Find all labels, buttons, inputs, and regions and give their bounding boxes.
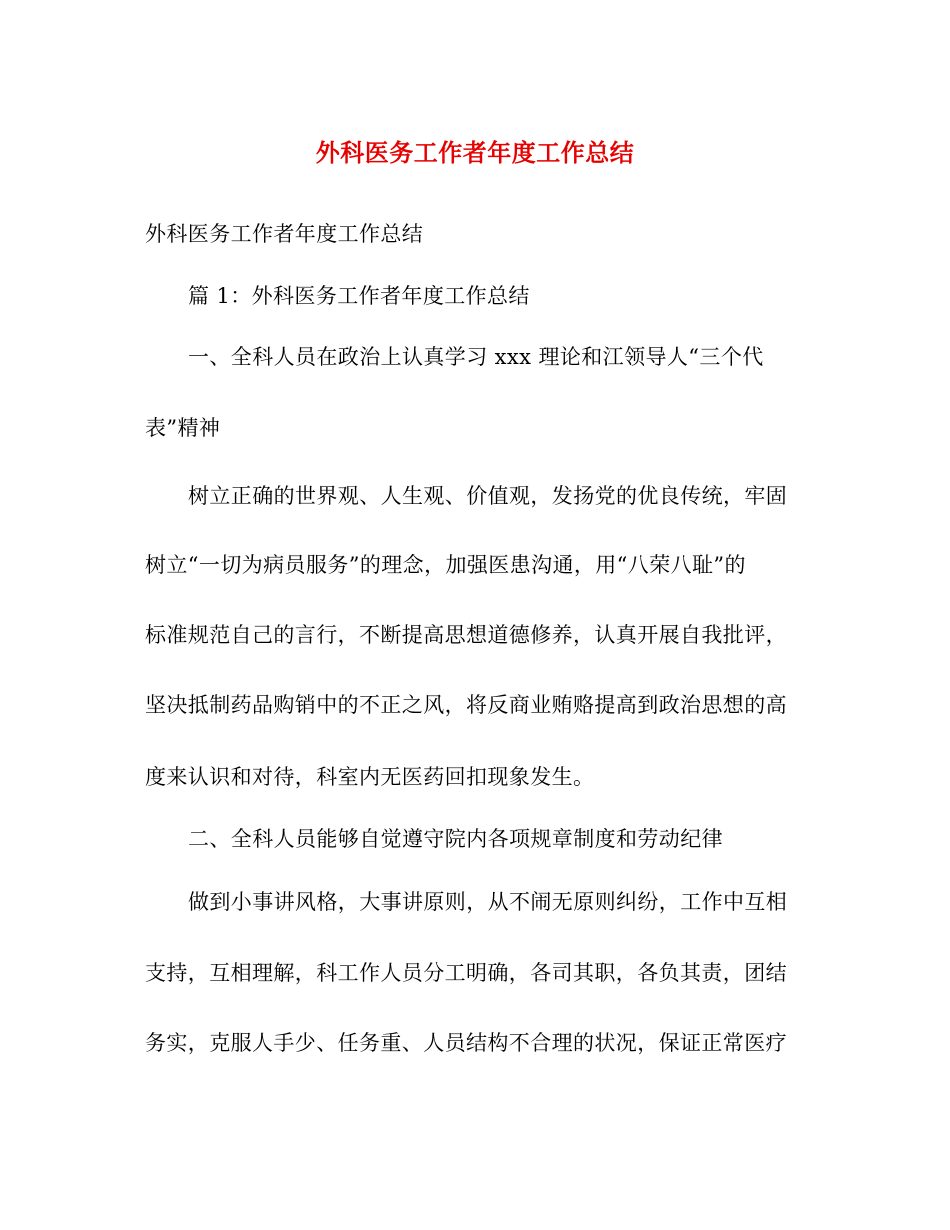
paragraph-line: 支持，互相理解，科工作人员分工明确，各司其职，各负其责，团结 bbox=[145, 961, 787, 985]
heading-one-continuation: 表”精神 bbox=[145, 416, 221, 440]
subtitle-line: 外科医务工作者年度工作总结 bbox=[145, 222, 424, 246]
section-heading-line: 篇 1：外科医务工作者年度工作总结 bbox=[188, 284, 530, 308]
paragraph-line: 务实，克服人手少、任务重、人员结构不合理的状况，保证正常医疗 bbox=[145, 1031, 787, 1055]
paragraph-line: 做到小事讲风格，大事讲原则，从不闹无原则纠纷，工作中互相 bbox=[188, 890, 788, 914]
paragraph-line: 标准规范自己的言行，不断提高思想道德修养，认真开展自我批评， bbox=[145, 623, 787, 647]
paragraph-line: 树立正确的世界观、人生观、价值观，发扬党的优良传统，牢固 bbox=[188, 484, 788, 508]
heading-one-line: 一、全科人员在政治上认真学习 xxx 理论和江领导人“三个代 bbox=[188, 345, 764, 369]
document-title: 外科医务工作者年度工作总结 bbox=[315, 138, 635, 167]
paragraph-line: 坚决抵制药品购销中的不正之风，将反商业贿赂提高到政治思想的高 bbox=[145, 693, 787, 717]
heading-two-line: 二、全科人员能够自觉遵守院内各项规章制度和劳动纪律 bbox=[188, 827, 723, 851]
paragraph-line: 度来认识和对待，科室内无医药回扣现象发生。 bbox=[145, 765, 595, 789]
paragraph-line: 树立“一切为病员服务”的理念，加强医患沟通，用“八荣八耻”的 bbox=[145, 553, 746, 577]
